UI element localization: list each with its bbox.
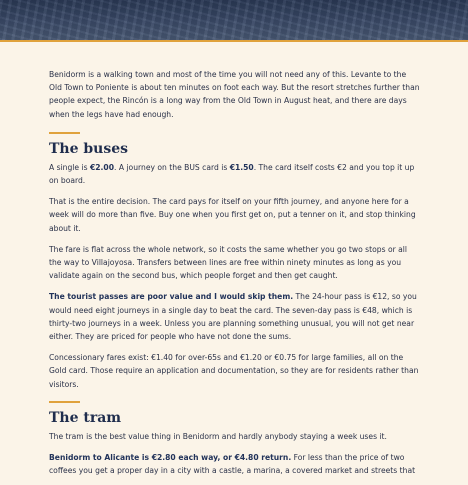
tram-fare-detail: For less than the price of two coffees you get a proper day in a city with a castle, a marina, a covered market and streets that (49, 453, 416, 476)
buses-fares-text-1: A single is (49, 162, 90, 172)
passes-verdict: The tourist passes are poor value and I would skip them. (49, 292, 294, 302)
tram-fare-paragraph (49, 451, 421, 477)
tram-fare: Benidorm to Alicante is €2.80 each way, or €4.80 return. (49, 453, 292, 463)
buses-fares-paragraph (49, 161, 421, 187)
buses-flat-fare-paragraph: The fare is flat across the whole network, so it costs the same whether you go two stops or all the way to Villajoyosa. Transfers between lines are free within ninety minutes as long as you validate again on the second bus, which people forget and then get caught. (49, 244, 407, 281)
tram-intro-paragraph: The tram is the best value thing in Benidorm and hardly anybody staying a week uses it. (49, 431, 387, 441)
hero-image (0, 0, 468, 40)
buses-fares-text-2: . A journey on the BUS card is (114, 162, 230, 172)
buses-heading: The buses (49, 140, 129, 157)
single-fare: €2.00 (89, 162, 115, 172)
article-body (49, 68, 421, 485)
card-fare: €1.50 (229, 162, 254, 172)
intro-paragraph: Benidorm is a walking town and most of the time you will not need any of this. Levante to the Old Town to Poniente is about ten minutes on foot each way. But the resort stretches further than people expect, the Rincón is a long way from the Old Town in August heat, and there are days when the legs have had enough. (49, 70, 420, 119)
buses-decision-paragraph: That is the entire decision. The card pays for itself on your fifth journey, and anyone here for a week will do more than five. Buy one when you first get on, put a tenner on it, and stop thinking about it. (49, 197, 416, 233)
buses-concessions-paragraph: Concessionary fares exist: €1.40 for over-65s and €1.20 or €0.75 for large families, all on the Gold card. Those require an application and documentation, so they are for residents rather than visitors. (49, 353, 419, 389)
hero-image-texture (0, 0, 468, 40)
section-rule (49, 132, 80, 134)
buses-passes-paragraph (49, 290, 421, 343)
buses-fares-text-3: . The card itself costs €2 and you top it up on board. (49, 162, 415, 186)
passes-detail: The 24-hour pass is €12, so you would need eight journeys in a single day to beat the card. The seven-day pass is €48, which is thirty-two journeys in a week. Unless you are planning something unusual, you will not get near either. They are priced for people who have not done the sums. (49, 292, 417, 342)
section-rule (49, 401, 80, 403)
tram-heading: The tram (49, 409, 122, 426)
hero-divider (0, 40, 468, 42)
